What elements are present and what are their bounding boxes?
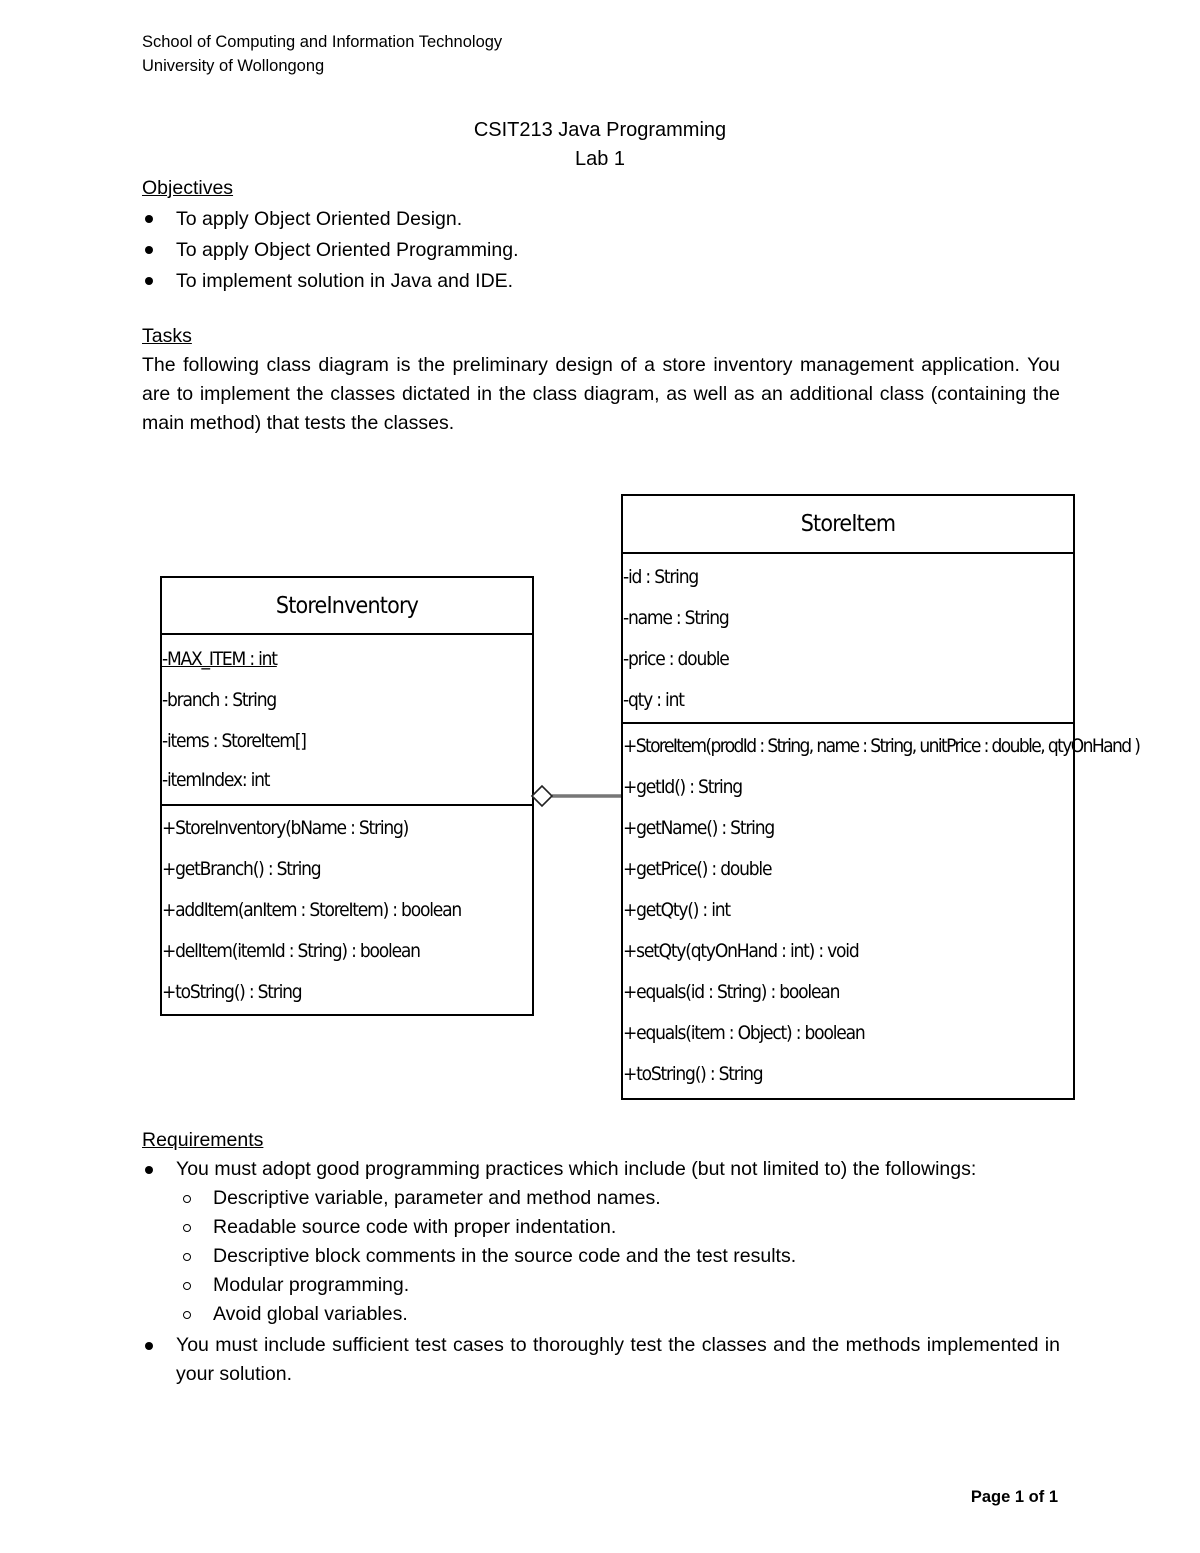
store-inventory-attributes: [162, 635, 532, 806]
tasks-paragraph: The following class diagram is the preliminary design of a store inventory management application. You are to implement the classes dictated in the class diagram, as well as an additional class (containing the main method) that tests the classes.: [142, 354, 1060, 434]
requirement-text: You must include sufficient test cases to thoroughly test the classes and the methods implemented in your solution.: [176, 1334, 1060, 1385]
method-row: +toString() : String: [623, 1063, 763, 1085]
method-row: +equals(id : String) : boolean: [623, 981, 840, 1003]
store-inventory-class: [160, 576, 534, 1016]
method-row: +setQty(qtyOnHand : int) : void: [623, 940, 859, 962]
requirement-text: You must adopt good programming practices which include (but not limited to) the followings:: [176, 1158, 977, 1180]
attribute-row: -price : double: [623, 648, 729, 670]
requirements-heading: Requirements: [142, 1129, 264, 1151]
requirement-sub-item: Descriptive variable, parameter and method names.: [142, 1184, 1060, 1213]
method-row: +getBranch() : String: [162, 858, 321, 880]
requirement-item: [142, 1155, 1060, 1329]
page-number: Page 1 of 1: [970, 1488, 1058, 1506]
university-name: University of Wollongong: [142, 57, 325, 75]
method-row: +getQty() : int: [623, 899, 730, 921]
method-row: +getId() : String: [623, 776, 742, 798]
method-row: +StoreItem(prodId : String, name : String, unitPrice : double, qtyOnHand ): [623, 735, 1140, 757]
store-item-methods: [623, 724, 1140, 1095]
lab-title: Lab 1: [574, 148, 626, 170]
objective-item: To implement solution in Java and IDE.: [142, 266, 1060, 297]
requirement-sub-item: Readable source code with proper indentation.: [142, 1213, 1060, 1242]
requirement-sub-item: Modular programming.: [142, 1271, 1060, 1300]
objectives-heading: Objectives: [142, 177, 234, 199]
attribute-row: -id : String: [623, 566, 699, 588]
method-row: +addItem(anItem : StoreItem) : boolean: [162, 899, 461, 921]
method-row: +equals(item : Object) : boolean: [623, 1022, 865, 1044]
method-row: +toString() : String: [162, 981, 302, 1003]
objective-item: To apply Object Oriented Design.: [142, 204, 1060, 235]
document-header: [142, 30, 502, 78]
document-title: [0, 116, 1200, 174]
store-item-class: [621, 494, 1140, 1100]
method-row: +StoreInventory(bName : String): [162, 817, 409, 839]
requirement-sub-item: Descriptive block comments in the source code and the test results.: [142, 1242, 1060, 1271]
requirement-item: [142, 1331, 1060, 1389]
aggregation-diamond-icon: [532, 786, 552, 806]
requirements-section: [142, 1126, 1060, 1389]
requirement-sub-item: Avoid global variables.: [142, 1300, 1060, 1329]
course-title: CSIT213 Java Programming: [473, 119, 727, 141]
attribute-row: -name : String: [623, 607, 729, 629]
store-item-attributes: [623, 554, 1073, 724]
attribute-row: -qty : int: [623, 689, 684, 711]
attribute-row: -branch : String: [162, 689, 277, 711]
objective-item: To apply Object Oriented Programming.: [142, 235, 1060, 266]
tasks-heading: Tasks: [142, 325, 192, 347]
tasks-section: [142, 322, 1060, 438]
method-row: +delItem(itemId : String) : boolean: [162, 940, 420, 962]
method-row: +getName() : String: [623, 817, 775, 839]
store-inventory-class-name: StoreInventory: [162, 578, 532, 635]
attribute-row: -itemIndex: int: [162, 769, 270, 791]
objectives-section: [142, 174, 1060, 297]
school-name: School of Computing and Information Technology: [142, 33, 503, 51]
aggregation-connector: [528, 782, 624, 810]
store-inventory-methods: [162, 806, 532, 1013]
attribute-row: -MAX_ITEM : int: [162, 648, 277, 670]
method-row: +getPrice() : double: [623, 858, 772, 880]
store-item-class-name: StoreItem: [623, 496, 1073, 554]
attribute-row: -items : StoreItem[]: [162, 730, 306, 752]
